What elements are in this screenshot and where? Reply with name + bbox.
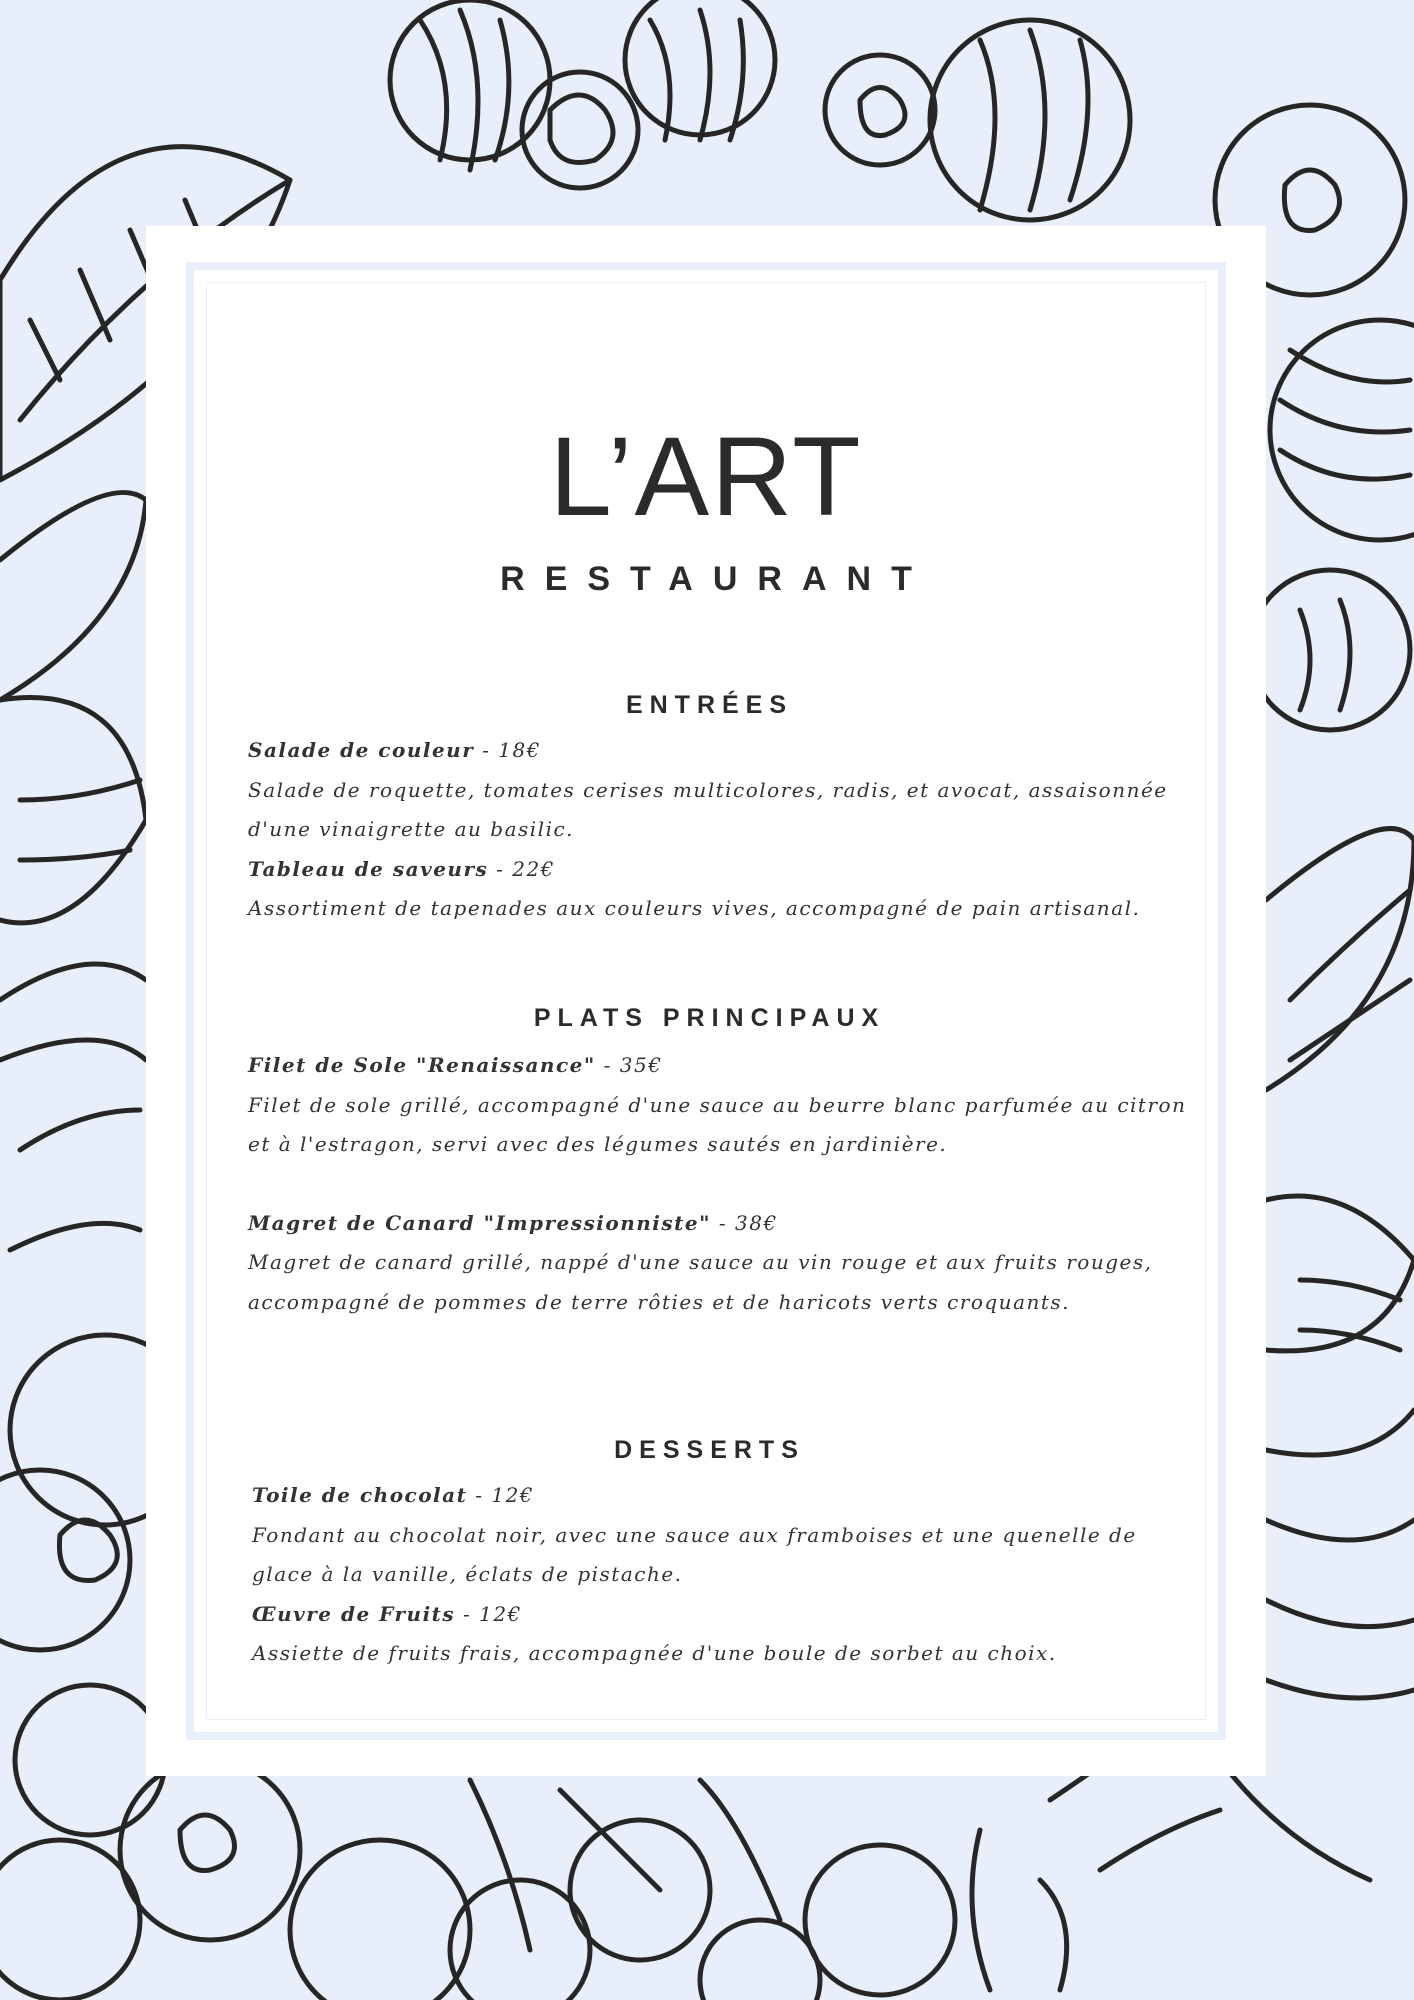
item-description-line: Salade de roquette, tomates cerises multicolores, radis, et avocat, assaisonnée <box>248 777 1168 802</box>
section-heading-plats-principaux: PLATS PRINCIPAUX <box>533 1004 886 1032</box>
menu-item-title <box>252 1476 1152 1516</box>
item-name: Magret de Canard "Impressionniste" <box>248 1210 712 1235</box>
berry-illustration <box>390 0 1130 220</box>
menu-card <box>146 226 1266 1776</box>
item-price: 38€ <box>735 1210 778 1235</box>
item-name: Salade de couleur <box>248 738 475 762</box>
item-description-line: Assortiment de tapenades aux couleurs vives, accompagné de pain artisanal. <box>248 896 1141 920</box>
section-items-desserts <box>252 1476 1152 1674</box>
item-description-line: Filet de sole grillé, accompagné d'une sauce au beurre blanc parfumée au citron <box>248 1092 1187 1117</box>
item-description-line: Fondant au chocolat noir, avec une sauce aux framboises et une quenelle de <box>252 1522 1137 1547</box>
section-heading-desserts: DESSERTS <box>614 1436 805 1464</box>
item-price: 12€ <box>479 1601 522 1626</box>
price-separator: - <box>474 738 499 762</box>
item-description-line: et à l'estragon, servi avec des légumes sautés en jardinière. <box>248 1132 948 1156</box>
restaurant-name: L’ART <box>549 414 863 539</box>
item-description-line: Assiette de fruits frais, accompagnée d'une boule de sorbet au choix. <box>252 1641 1057 1665</box>
item-price: 18€ <box>498 738 541 762</box>
item-price: 35€ <box>619 1053 663 1077</box>
price-separator: - <box>455 1601 480 1626</box>
item-description-line: accompagné de pommes de terre rôties et de haricots verts croquants. <box>248 1289 1071 1314</box>
section-items-entrees <box>248 731 1168 929</box>
item-name: Toile de chocolat <box>252 1483 468 1507</box>
item-name: Œuvre de Fruits <box>252 1601 456 1626</box>
leaf-illustration <box>1266 829 1414 1698</box>
item-price: 12€ <box>491 1483 535 1507</box>
item-description-line: Magret de canard grillé, nappé d'une sauce au vin rouge et aux fruits rouges, <box>248 1250 1153 1274</box>
item-description-line: glace à la vanille, éclats de pistache. <box>252 1562 683 1586</box>
item-description-line: d'une vinaigrette au basilic. <box>248 817 575 841</box>
menu-item-title <box>252 1595 1152 1635</box>
menu-item-title <box>248 1204 1148 1244</box>
price-separator: - <box>595 1053 620 1077</box>
item-name: Filet de Sole "Renaissance" <box>248 1053 596 1077</box>
menu-item-title <box>248 731 1148 771</box>
item-name: Tableau de saveurs <box>248 856 489 881</box>
menu-item-title <box>248 850 1148 890</box>
section-items-plats-principaux <box>248 1046 1187 1322</box>
item-spacer <box>248 1165 1148 1204</box>
price-separator: - <box>488 856 513 881</box>
restaurant-subtitle: RESTAURANT <box>500 560 932 598</box>
section-heading-entrees: ENTRÉES <box>625 691 794 719</box>
price-separator: - <box>467 1483 492 1507</box>
item-price: 22€ <box>512 856 555 881</box>
price-separator: - <box>711 1210 736 1235</box>
menu-item-title <box>248 1046 1148 1086</box>
